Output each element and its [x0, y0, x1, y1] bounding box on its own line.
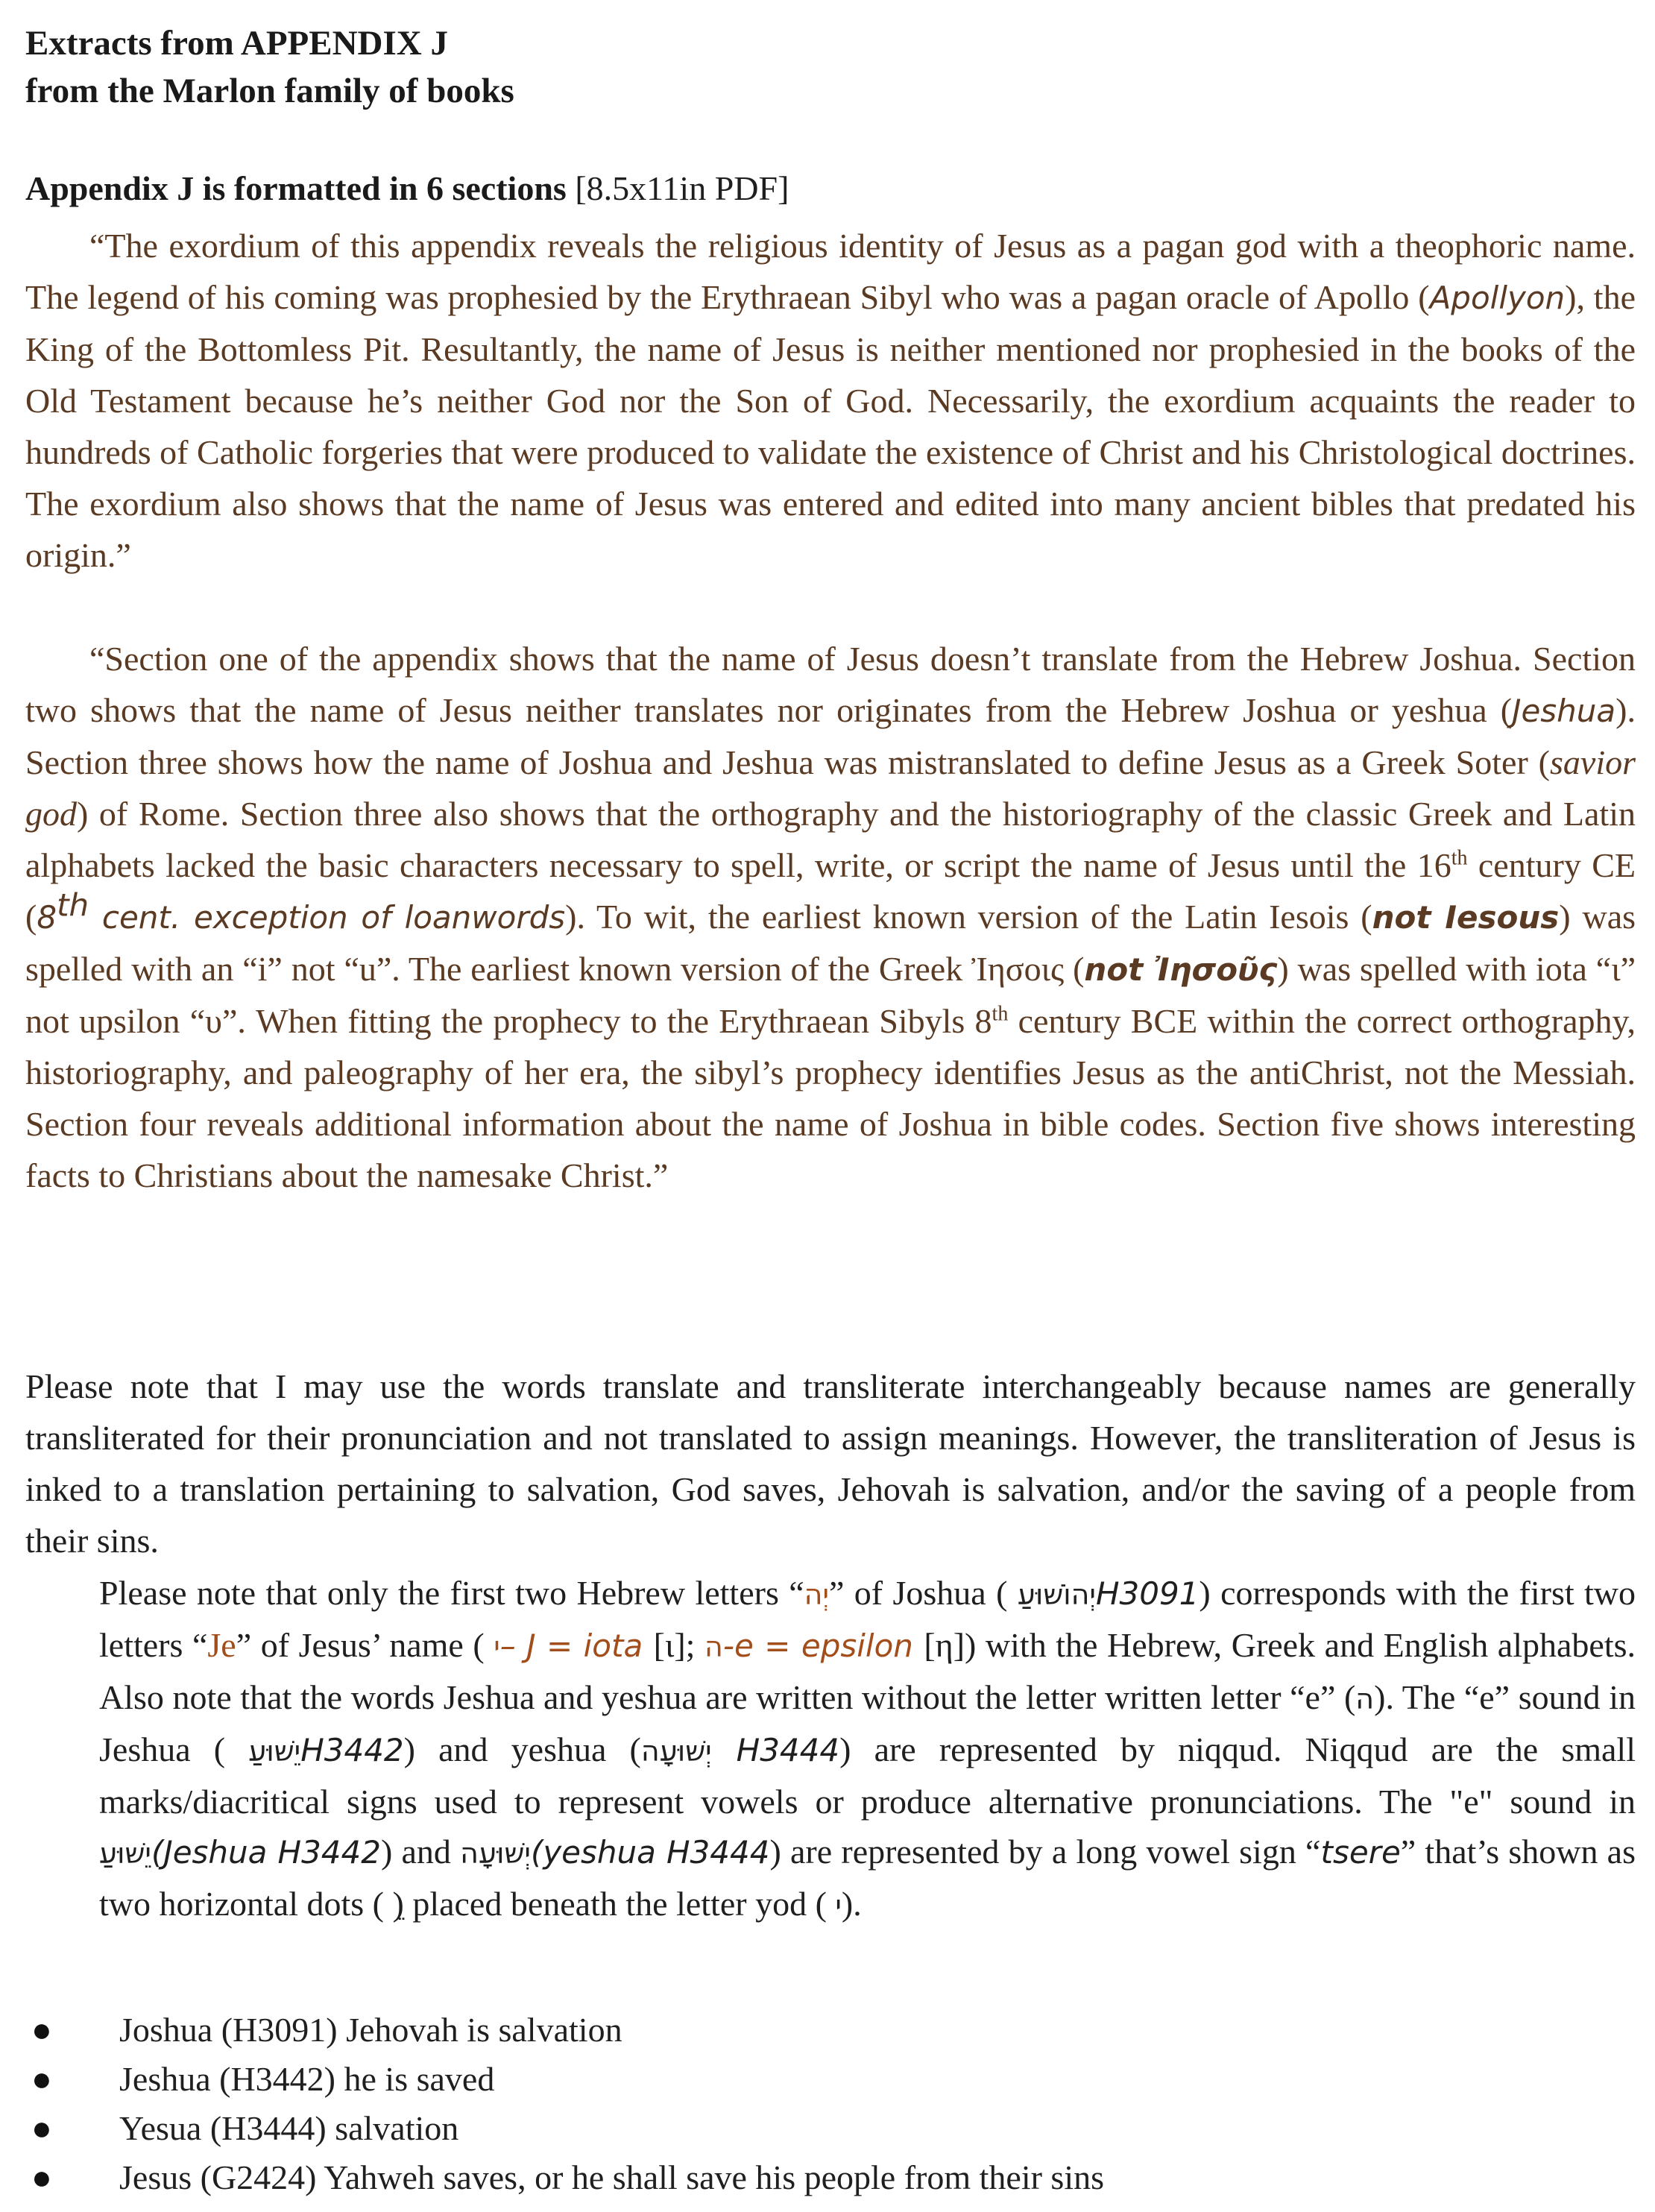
p2-sup-1: th [1451, 846, 1468, 870]
p2-not-iesous: not Iesous [1372, 899, 1560, 936]
p2-eighth: 8 [37, 899, 57, 936]
header-line-1: Extracts from APPENDIX J [25, 24, 448, 63]
section-format-note: [8.5x11in PDF] [566, 169, 789, 207]
p4-tsere: tsere [1320, 1834, 1401, 1871]
p4-text-6: ). The “e” sound in Jeshua ( [99, 1678, 1636, 1768]
p2-sup-3: th [992, 1002, 1009, 1026]
p4-text-5: ) with the Hebrew, Greek and English alphabets. Also note that the words Jeshua and yeshua are written without the letter written letter “e” ( [99, 1626, 1636, 1716]
p1-text-1: “The exordium of this appendix reveals the religious identity of Jesus as a pagan god with a theophoric name. The legend of his coming was prophesied by the Erythraean Sibyl who was a pagan oracle of Apollo ( [25, 227, 1636, 316]
header-line-2: from the Marlon family of books [25, 72, 514, 110]
p4-text-8: ) are represented by niqqud. Niqqud are the small marks/diacritical signs used to represent vowels or produce alternative pronunciations. The "e" sound in [99, 1730, 1636, 1821]
p4-hebrew-jeshua: יֵשׁוּעַ [248, 1735, 301, 1768]
p4-hebrew-yeshua-2: יְשׁוּעָה [460, 1837, 531, 1870]
bullet-icon: ● [31, 2011, 52, 2049]
document-header [25, 19, 514, 115]
p4-text-1: Please note that only the first two Hebrew letters “ [99, 1574, 804, 1612]
p4-yod-2: י [835, 1889, 842, 1922]
p4-yod: י [494, 1630, 500, 1663]
p4-h3091: H3091 [1095, 1575, 1200, 1612]
p4-text-12: ) placed beneath the letter yod ( [392, 1885, 836, 1923]
paragraph-hebrew-letters [99, 1568, 1636, 1931]
list-item [25, 2104, 1104, 2153]
p4-h3444: H3444 [711, 1732, 840, 1768]
p4-text-10: ) are represented by a long vowel sign “ [769, 1833, 1321, 1871]
p4-text-13: ). [841, 1885, 862, 1923]
list-item [25, 2005, 1104, 2055]
bullet-icon: ● [31, 2060, 52, 2098]
paragraph-exordium [25, 220, 1636, 581]
p2-text-1: “Section one of the appendix shows that the name of Jesus doesn’t translate from the Hebrew Joshua. Section two shows that the name of Jesus neither translates nor originates from the Hebrew Joshua or yeshua ( [25, 640, 1636, 729]
p2-text-3: ) of Rome. Section three also shows that the orthography and the historiography of the classic Greek and Latin alphabets lacked the basic characters necessary to spell, write, or script the name of Jesus until the 16 [25, 795, 1636, 884]
p2-not-greek: not Ἰησοῦς [1084, 951, 1278, 988]
p4-yeshua-ref: (yeshua H3444 [530, 1834, 770, 1871]
p4-hebrew-joshua: יְהוֹשׁוּעַ [1017, 1578, 1096, 1611]
p2-text-7: ) was spelled with iota “ι” not upsilon “υ”. When fitting the prophecy to the Erythraean Sibyls 8 [25, 950, 1636, 1040]
p4-jeshua-ref: (Jeshua H3442 [151, 1834, 381, 1871]
p2-text-8: century BCE within the correct orthography, historiography, and paleography of her era, the sibyl’s prophecy identifies Jesus as the antiChrist, not the Messiah. Section four reveals additional information about the name of Joshua in bible codes. Section five shows interesting facts to Christians about the namesake Christ.” [25, 1002, 1636, 1194]
p4-he-2: ה [1355, 1683, 1375, 1715]
p4-h3442: H3442 [300, 1732, 404, 1768]
p4-text-2: ” of Joshua ( [828, 1574, 1018, 1612]
list-item [25, 2153, 1104, 2202]
p4-je: Je [207, 1626, 236, 1664]
p2-sup-2: th [57, 886, 89, 924]
meanings-list [25, 2005, 1104, 2202]
paragraph-translate-note: Please note that I may use the words translate and transliterate interchangeably because names are generally transliterated for their pronunciation and not translated to assign meanings. However, the transliteration of Jesus is inked to a translation pertaining to salvation, God saves, Jehovah is salvation, and/or the saving of a people from their sins. [25, 1367, 1636, 1560]
list-item-text: Jesus (G2424) Yahweh saves, or he shall save his people from their sins [119, 2158, 1105, 2196]
p2-text-2: ). Section three shows how the name of Joshua and Jeshua was mistranslated to define Jesus as a Greek Soter ( [25, 691, 1636, 781]
bullet-icon: ● [31, 2158, 52, 2196]
p4-text-4: ” of Jesus’ name ( [236, 1626, 494, 1664]
list-item [25, 2055, 1104, 2104]
paragraph-sections [25, 633, 1636, 1201]
section-title-label: Appendix J is formatted in 6 sections [25, 169, 567, 207]
p2-jeshua: Jeshua [1512, 693, 1616, 729]
section-title [25, 163, 1636, 214]
p4-text-7: ) and yeshua ( [403, 1730, 641, 1768]
list-item-text: Jeshua (H3442) he is saved [119, 2060, 495, 2098]
p4-iota-box: [ι] [653, 1626, 686, 1664]
p1-apollyon: Apollyon [1429, 280, 1566, 316]
list-item-text: Yesua (H3444) salvation [119, 2109, 459, 2147]
p4-iota-eq: – J = iota [499, 1628, 654, 1664]
list-item-text: Joshua (H3091) Jehovah is salvation [119, 2011, 622, 2049]
p2-text-4: century CE ( [25, 846, 1636, 936]
p4-hebrew-yeh: יְה [804, 1578, 829, 1611]
p1-text-2: ), the King of the Bottomless Pit. Resultantly, the name of Jesus is neither mentioned nor prophesied in the books of the Old Testament because he’s neither God nor the Son of God. Necessarily, the exordium acquaints the reader to hundreds of Catholic forgeries that were produced to validate the existence of Christ and his Christological doctrines. The exordium also shows that the name of Jesus was entered and edited into many ancient bibles that predated his origin.” [25, 278, 1636, 574]
p4-hebrew-yeshua: יְשׁוּעָה [640, 1735, 712, 1768]
p4-hebrew-jeshua-2: יֵשׁוּעַ [99, 1837, 151, 1870]
p4-semicolon: ; [685, 1626, 704, 1664]
p4-epsilon-box: [η] [924, 1626, 965, 1664]
p4-text-11: ” that’s shown as two horizontal dots ( [99, 1833, 1636, 1923]
p4-he: ה [704, 1630, 723, 1663]
p4-text-3: ) corresponds with the first two letters “ [99, 1574, 1636, 1664]
p4-text-9: ) and [380, 1833, 461, 1871]
bullet-icon: ● [31, 2109, 52, 2147]
p2-text-6: ) was spelled with an “i” not “u”. The earliest known version of the Greek Ἰησοις ( [25, 898, 1636, 988]
p4-epsilon-eq: -e = epsilon [722, 1628, 924, 1664]
p2-text-5: ). To wit, the earliest known version of the Latin Iesois ( [565, 898, 1372, 936]
p2-savior-god: savior god [25, 743, 1636, 833]
p2-cent-loanwords: cent. exception of loanwords [89, 899, 566, 936]
